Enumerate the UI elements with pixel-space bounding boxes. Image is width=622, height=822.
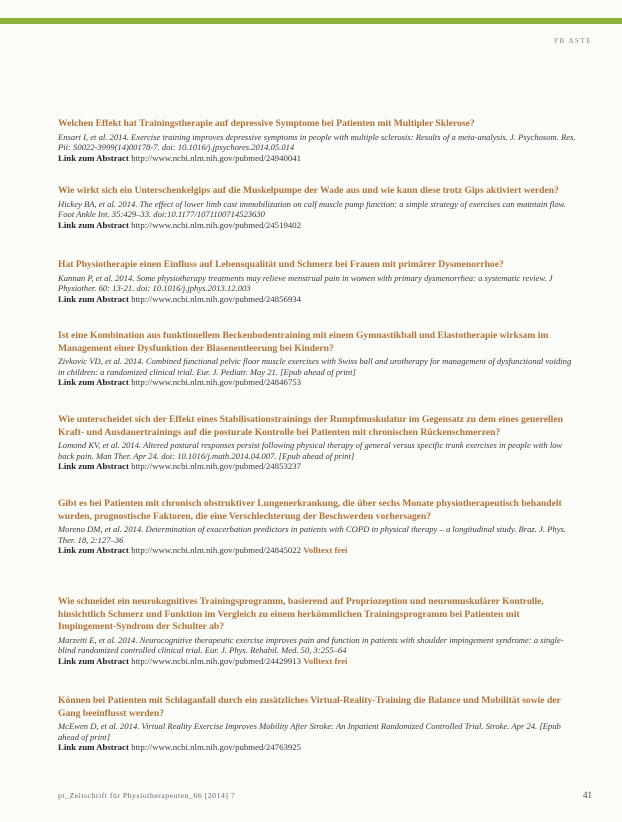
abstract-link-label[interactable]: Link zum Abstract bbox=[58, 655, 129, 666]
list-item bbox=[58, 596, 578, 667]
entry-question: Gibt es bei Patienten mit chronisch obstruktiver Lungenerkrankung, die über sechs Monate physiotherapeutisch behandelt wurden, prognostische Faktoren, die eine Verschlechterung der Beschwerden vorhersagen? bbox=[58, 498, 562, 522]
entry-question: Hat Physiotherapie einen Einfluss auf Lebensqualität und Schmerz bei Frauen mit primärer Dysmenorrhoe? bbox=[58, 259, 504, 270]
entry-citation: Zivkovic VD, et al. 2014. Combined functional pelvic floor muscle exercises with Swiss ball and urotherapy for management of dysfunctional voiding in children: a randomized clinical trial. Eur. J. Pediatr. May 21. [Epub ahead of print] bbox=[58, 356, 572, 377]
abstract-url[interactable]: http://www.ncbi.nlm.nih.gov/pubmed/24763925 bbox=[131, 742, 302, 753]
section-label: PB ASTE bbox=[554, 37, 592, 45]
abstract-link-label[interactable]: Link zum Abstract bbox=[58, 293, 129, 304]
entry-link-line bbox=[58, 461, 578, 472]
entry-link-line bbox=[58, 742, 578, 753]
abstract-link-label[interactable]: Link zum Abstract bbox=[58, 219, 129, 230]
entry-citation: Moreno DM, et al. 2014. Determination of exacerbation predictors in patients with COPD in physical therapy – a longitudinal study. Braz. J. Phys. Ther. 18, 2:127–36 bbox=[58, 524, 567, 545]
entry-link-line bbox=[58, 656, 578, 667]
entry-citation: Ensari I, et al. 2014. Exercise training improves depressive symptoms in people with multiple sclerosis: Results of a meta-analysis. J. Psychosom. Res. Pii: S0022-3999(14)00178-7. doi: 10.1016/j.jpsychores.2014.05.014 bbox=[58, 131, 576, 153]
entry-link-line bbox=[58, 153, 578, 164]
list-item bbox=[58, 259, 578, 305]
abstract-link-label[interactable]: Link zum Abstract bbox=[58, 377, 129, 388]
abstract-url[interactable]: http://www.ncbi.nlm.nih.gov/pubmed/24519402 bbox=[131, 219, 302, 230]
abstract-url[interactable]: http://www.ncbi.nlm.nih.gov/pubmed/24429913 bbox=[131, 655, 302, 666]
entry-question: Wie wirkt sich ein Unterschenkelgips auf die Muskelpumpe der Wade aus und wie kann diese trotz Gips aktiviert werden? bbox=[58, 185, 559, 196]
list-item bbox=[58, 498, 578, 557]
page-number: 41 bbox=[583, 790, 592, 800]
entry-citation: Marzetti E, et al. 2014. Neurocognitive therapeutic exercise improves pain and function in patients with shoulder impingement syndrome: a single-blind randomized controlled clinical trial. Eur. J. Phys. Rehabil. Med. 50, 3:255–64 bbox=[58, 634, 564, 656]
journal-footer: pt_Zeitschrift für Physiotherapeuten_66 [2014] 7 bbox=[58, 791, 236, 800]
entry-link-line bbox=[58, 220, 578, 231]
entry-question: Können bei Patienten mit Schlaganfall durch ein zusätzliches Virtual-Reality-Training die Balance und Mobilität sowie der Gang beeinflusst werden? bbox=[58, 695, 561, 719]
entry-question: Wie schneidet ein neurokognitives Trainingsprogramm, basierend auf Propriozeption und neuromuskulärer Kontrolle, hinsichtlich Schmerz und Funktion im Vergleich zu einem herkömmlichen Trainingsprogramm bei Patienten mit Impingement-Syndrom der Schulter ab? bbox=[58, 596, 544, 633]
list-item bbox=[58, 118, 578, 164]
list-item bbox=[58, 695, 578, 754]
list-item bbox=[58, 330, 578, 389]
abstract-url[interactable]: http://www.ncbi.nlm.nih.gov/pubmed/24853237 bbox=[131, 461, 302, 472]
entry-link-line bbox=[58, 294, 578, 305]
abstract-url[interactable]: http://www.ncbi.nlm.nih.gov/pubmed/24940041 bbox=[131, 152, 302, 163]
entry-citation: Hickey BA, et al. 2014. The effect of lower limb cast immobilization on calf muscle pump function: a simple strategy of exercises can maintain flow. Foot Ankle Int. 35:429–33. doi:10.1177/1071100714523630 bbox=[58, 198, 566, 220]
entry-question: Ist eine Kombination aus funktionellem Beckenbodentraining mit einem Gymnastikball und Elastotherapie wirksam im Management einer Dysfunktion der Blasenentleerung bei Kindern? bbox=[58, 330, 549, 354]
top-accent-bar bbox=[0, 18, 622, 24]
abstract-url[interactable]: http://www.ncbi.nlm.nih.gov/pubmed/24846753 bbox=[131, 377, 302, 388]
abstract-link-label[interactable]: Link zum Abstract bbox=[58, 545, 129, 556]
abstract-url[interactable]: http://www.ncbi.nlm.nih.gov/pubmed/24856934 bbox=[131, 293, 302, 304]
free-fulltext-link[interactable]: Volltext frei bbox=[303, 655, 348, 666]
entry-link-line bbox=[58, 377, 578, 388]
abstract-link-label[interactable]: Link zum Abstract bbox=[58, 152, 129, 163]
entry-question: Welchen Effekt hat Trainingstherapie auf depressive Symptome bei Patienten mit Multipler Sklerose? bbox=[58, 118, 475, 129]
abstract-link-label[interactable]: Link zum Abstract bbox=[58, 461, 129, 472]
abstract-url[interactable]: http://www.ncbi.nlm.nih.gov/pubmed/24845022 bbox=[131, 545, 302, 556]
list-item bbox=[58, 185, 578, 231]
entry-question: Wie unterscheidet sich der Effekt eines Stabilisationstrainings der Rumpfmuskulatur im Gegensatz zu dem eines generellen Kraft- und Ausdauertrainings auf die posturale Kontrolle bei Patienten mit chronischen Rückenschmerzen? bbox=[58, 414, 563, 438]
entry-citation: Lomond KV, et al. 2014. Altered postural responses persist following physical therapy of general versus specific trunk exercises in people with low back pain. Man Ther. Apr 24. doi: 10.1016/j.math.2014.04.007. [Epub ahead of print] bbox=[58, 440, 563, 461]
list-item bbox=[58, 414, 578, 473]
abstract-link-label[interactable]: Link zum Abstract bbox=[58, 742, 129, 753]
free-fulltext-link[interactable]: Volltext frei bbox=[303, 545, 348, 556]
entry-citation: McEwen D, et al. 2014. Virtual Reality Exercise Improves Mobility After Stroke: An Inpatient Randomized Controlled Trial. Stroke. Apr 24. [Epub ahead of print] bbox=[58, 721, 561, 742]
entry-link-line bbox=[58, 545, 578, 556]
entry-citation: Kannan P, et al. 2014. Some physiotherapy treatments may relieve menstrual pain in women with primary dysmenorrhea: a systematic review. J Physiother. 60: 13-21. doi: 10.1016/j.jphys.2013.12.003 bbox=[58, 272, 553, 294]
